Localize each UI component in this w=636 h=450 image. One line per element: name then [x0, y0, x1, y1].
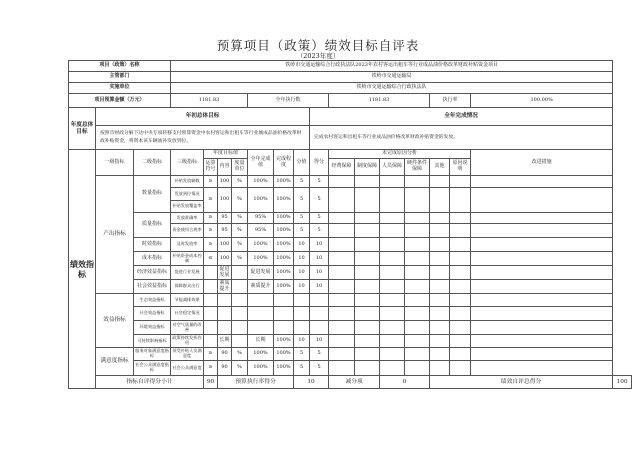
- score: 10: [310, 252, 329, 266]
- actual-value: 95%: [248, 224, 274, 238]
- indicator-row: [69, 252, 632, 266]
- target-content: 100: [218, 252, 232, 266]
- weight: 10: [294, 252, 310, 266]
- indicator-row: [69, 213, 632, 224]
- score: [310, 307, 329, 321]
- completion-rate: [274, 294, 294, 307]
- level2-quantity: 数量指标: [134, 176, 171, 213]
- unit: %: [232, 348, 248, 361]
- indicator-header-row-1: [69, 150, 632, 159]
- annual-goal-label: 年度总体目标: [69, 108, 96, 150]
- unit: [232, 280, 248, 294]
- indicator-name: 保障群众出行: [171, 280, 204, 294]
- budget-executed-label: 全年执行数: [248, 94, 329, 108]
- annual-goal-text: 按照市财政分解下达中央专项转移支付预算资金中农村客运和出租车等行业城成品油价格改革财政补贴资金，将资本该车辆油补发放到位。: [96, 126, 310, 150]
- completion-rate: 100%: [274, 238, 294, 252]
- implementing-unit-row: [69, 83, 632, 94]
- unit: %: [232, 361, 248, 376]
- target-content: 90: [218, 348, 232, 361]
- project-name-label: 项目（政策）名称: [69, 61, 171, 72]
- operator: [204, 307, 218, 321]
- summary-row: [69, 376, 632, 389]
- execution-rate-label: 执行率: [430, 94, 471, 108]
- indicator-row: [69, 321, 632, 335]
- col-reason-staff: 人员保障: [380, 159, 405, 176]
- actual-value: 长期: [248, 335, 274, 348]
- actual-value: 100%: [248, 176, 274, 188]
- unit: [232, 321, 248, 335]
- target-content: [218, 307, 232, 321]
- completion-rate: 100%: [274, 280, 294, 294]
- completion-rate: [274, 307, 294, 321]
- score: 5: [310, 213, 329, 224]
- col-level3: 三级指标: [171, 150, 204, 176]
- total-score-label: 绩效自评总得分: [430, 376, 613, 389]
- actual-value: 100%: [248, 238, 274, 252]
- level2-sustainable: 可持续影响指标: [134, 335, 171, 348]
- department-value: 铁岭市交通运输局: [171, 72, 613, 83]
- score: 10: [310, 280, 329, 294]
- execution-rate-value: 100.00%: [471, 94, 613, 108]
- completion-rate: 100%: [274, 224, 294, 238]
- level2-ecological: 生态效益指标: [134, 294, 171, 307]
- weight: 5: [294, 176, 310, 188]
- col-measures: 改进措施: [471, 150, 613, 176]
- col-level1: 一级指标: [96, 150, 134, 176]
- col-actual: 全年完成值: [248, 150, 274, 176]
- col-reasons: 未完成原因分析: [329, 150, 471, 159]
- weight: 5: [294, 361, 310, 376]
- completion-rate: 100%: [274, 252, 294, 266]
- operator: [204, 321, 218, 335]
- target-content: [218, 321, 232, 335]
- col-target: 年度目标值: [204, 150, 248, 159]
- completion-header: 全年完成情况: [310, 108, 613, 126]
- col-reason-note: 原因说明: [450, 159, 471, 176]
- indicator-score-label: 指标自评得分小计: [96, 376, 204, 389]
- indicator-row: [69, 361, 632, 376]
- operator: [204, 280, 218, 294]
- operator: ≥: [204, 188, 218, 213]
- score: [310, 294, 329, 307]
- operator: ≥: [204, 348, 218, 361]
- weight: [294, 321, 310, 335]
- implementing-unit-value: 铁岭市交通运输综合行政执法队: [171, 83, 613, 94]
- indicator-score-value: 90: [204, 376, 218, 389]
- weight: 5: [294, 188, 310, 213]
- completion-text: 完成农村客运和出租车等行业成品油价格改革财政补贴资金的发放。: [310, 126, 613, 150]
- col-rate: 完成程度: [274, 150, 294, 176]
- level2-economic: 经济效益指标: [134, 266, 171, 280]
- completion-rate: [274, 321, 294, 335]
- score: 10: [310, 266, 329, 280]
- score: 10: [310, 238, 329, 252]
- completion-rate: 100%: [274, 361, 294, 376]
- completion-rate: 100%: [274, 188, 294, 213]
- col-unit: 度量单位: [232, 159, 248, 176]
- completion-rate: 100%: [274, 213, 294, 224]
- budget-score-label: 预算执行率得分: [218, 376, 294, 389]
- target-content: 促进发展: [219, 265, 230, 278]
- department-row: [69, 72, 632, 83]
- performance-indicator-label: 绩效指标: [69, 150, 96, 389]
- form-title: 预算项目（政策）绩效目标自评表: [216, 38, 420, 53]
- col-level2: 二级指标: [134, 150, 171, 176]
- level2-quality: 质量指标: [134, 213, 171, 238]
- operator: [204, 266, 218, 280]
- weight: 10: [294, 238, 310, 252]
- unit: %: [232, 188, 248, 213]
- indicator-name: 补贴发放辆数: [171, 176, 204, 188]
- col-operator: 运算符号: [204, 159, 218, 176]
- actual-value: [248, 307, 274, 321]
- indicator-row: [69, 266, 632, 280]
- unit: [232, 335, 248, 348]
- actual-value: 素质提升: [248, 280, 274, 294]
- unit: %: [232, 176, 248, 188]
- annual-goal-header: 年初总体目标: [96, 108, 310, 126]
- operator: ≤: [204, 252, 218, 266]
- col-reason-other: 其他: [430, 159, 450, 176]
- total-score-value: 100: [613, 376, 632, 389]
- weight: 10: [294, 266, 310, 280]
- level1-output: 产出指标: [96, 176, 134, 294]
- target-content: 90: [218, 361, 232, 376]
- deduction-label: 减分项: [329, 376, 380, 389]
- indicator-row: [69, 348, 632, 361]
- indicator-name: 政策持续发挥作用: [171, 335, 204, 348]
- score: 5: [310, 188, 329, 213]
- actual-value: 100%: [248, 252, 274, 266]
- col-reason-funding: 经费保障: [329, 159, 355, 176]
- deduction-value: 0: [380, 376, 430, 389]
- indicator-row: [69, 280, 632, 294]
- completion-rate: 100%: [274, 335, 294, 348]
- indicator-row: [69, 307, 632, 321]
- unit: [232, 266, 248, 280]
- actual-value: 100%: [248, 348, 274, 361]
- level2-service-satisfaction: 服务对象满意度指标: [134, 348, 171, 361]
- target-content: 100: [218, 188, 232, 213]
- evaluation-table: [68, 60, 632, 389]
- indicator-row: [69, 238, 632, 252]
- operator: ≥: [204, 361, 218, 376]
- budget-annual: 1181.83: [171, 94, 248, 108]
- score: [310, 321, 329, 335]
- weight: 10: [294, 335, 310, 348]
- weight: [294, 294, 310, 307]
- target-content: 100: [218, 176, 232, 188]
- budget-executed-value: 1181.83: [329, 94, 430, 108]
- col-score: 得分: [310, 150, 329, 176]
- indicator-row: [69, 176, 632, 188]
- col-reason-hardware: 硬件条件保障: [405, 159, 430, 176]
- unit: %: [232, 213, 248, 224]
- operator: ≥: [204, 238, 218, 252]
- form-year: （2023年度）: [296, 52, 340, 60]
- indicator-name: 社会稳定情况: [171, 307, 204, 321]
- implementing-unit-label: 实施单位: [69, 83, 171, 94]
- indicator-row: [69, 294, 632, 307]
- score: 5: [310, 348, 329, 361]
- indicator-name: 发放准确率: [171, 213, 204, 224]
- actual-value: 100%: [248, 188, 274, 213]
- operator: ≥: [204, 224, 218, 238]
- actual-value: 95%: [248, 213, 274, 224]
- actual-value: 促进发展: [248, 266, 274, 280]
- budget-label: 项目预算金额（万元）: [69, 94, 171, 108]
- completion-rate: 100%: [274, 348, 294, 361]
- level2-social: 社会效益指标: [134, 280, 171, 294]
- indicator-name: 发放到位情况: [171, 188, 204, 201]
- unit: %: [232, 224, 248, 238]
- project-name-value: 铁岭市交通运输综合行政执法队2023年农村客运出租车等行业成品油价格改革财政补贴资金项目: [171, 61, 613, 72]
- level1-benefit: 效益指标: [96, 294, 134, 348]
- budget-row: [69, 94, 632, 108]
- actual-value: [248, 321, 274, 335]
- level2-cost: 成本指标: [134, 252, 171, 266]
- target-content: 95: [218, 224, 232, 238]
- completion-rate: 100%: [274, 266, 294, 280]
- department-label: 主管部门: [69, 72, 171, 83]
- indicator-name: 补贴发放覆盖率: [171, 201, 204, 213]
- budget-score-value: 10: [294, 376, 329, 389]
- col-reason-policy: 制度保障: [355, 159, 380, 176]
- indicator-name: 节能减排效果: [171, 294, 204, 307]
- score: 5: [310, 224, 329, 238]
- score: 5: [310, 361, 329, 376]
- weight: [294, 307, 310, 321]
- operator: [204, 335, 218, 348]
- indicator-name: 资金使用合规率: [171, 224, 204, 238]
- level1-satisfaction: 满意度指标: [96, 348, 134, 376]
- score: 10: [310, 335, 329, 348]
- indicator-name: 促进行业发展: [171, 266, 204, 280]
- level2-public-satisfaction: 社会公众满意度指标: [134, 361, 171, 376]
- operator: ≥: [204, 176, 218, 188]
- weight: 5: [294, 224, 310, 238]
- project-name-row: [69, 61, 632, 72]
- target-content: 100: [218, 238, 232, 252]
- completion-rate: 100%: [274, 176, 294, 188]
- level2-environmental: 环境效益指标: [134, 321, 171, 335]
- operator: ≥: [204, 213, 218, 224]
- goal-statement-row: [69, 126, 632, 138]
- target-content: [218, 294, 232, 307]
- level2-timeliness: 时效指标: [134, 238, 171, 252]
- operator: [204, 294, 218, 307]
- indicator-name: 对空气质量的改善: [171, 321, 204, 335]
- goal-header-row: [69, 108, 632, 126]
- unit: [232, 307, 248, 321]
- weight: 10: [294, 280, 310, 294]
- col-weight: 分值: [294, 150, 310, 176]
- score: 5: [310, 176, 329, 188]
- unit: %: [232, 252, 248, 266]
- actual-value: [248, 294, 274, 307]
- target-content: 95: [218, 213, 232, 224]
- indicator-name: 社会公众满意度: [171, 361, 204, 376]
- target-content: 长期: [218, 335, 232, 348]
- indicator-name: 领受补贴人员满意度: [171, 348, 204, 361]
- unit: [232, 294, 248, 307]
- actual-value: 100%: [248, 361, 274, 376]
- target-content: 素质提升: [219, 279, 230, 292]
- indicator-row: [69, 335, 632, 348]
- weight: 5: [294, 348, 310, 361]
- weight: 5: [294, 213, 310, 224]
- indicator-name: 补贴资金成本控制: [171, 252, 204, 266]
- unit: %: [232, 238, 248, 252]
- level2-social-benefit: 社会效益指标: [134, 307, 171, 321]
- col-content: 内容: [218, 159, 232, 176]
- indicator-name: 及时发放率: [171, 238, 204, 252]
